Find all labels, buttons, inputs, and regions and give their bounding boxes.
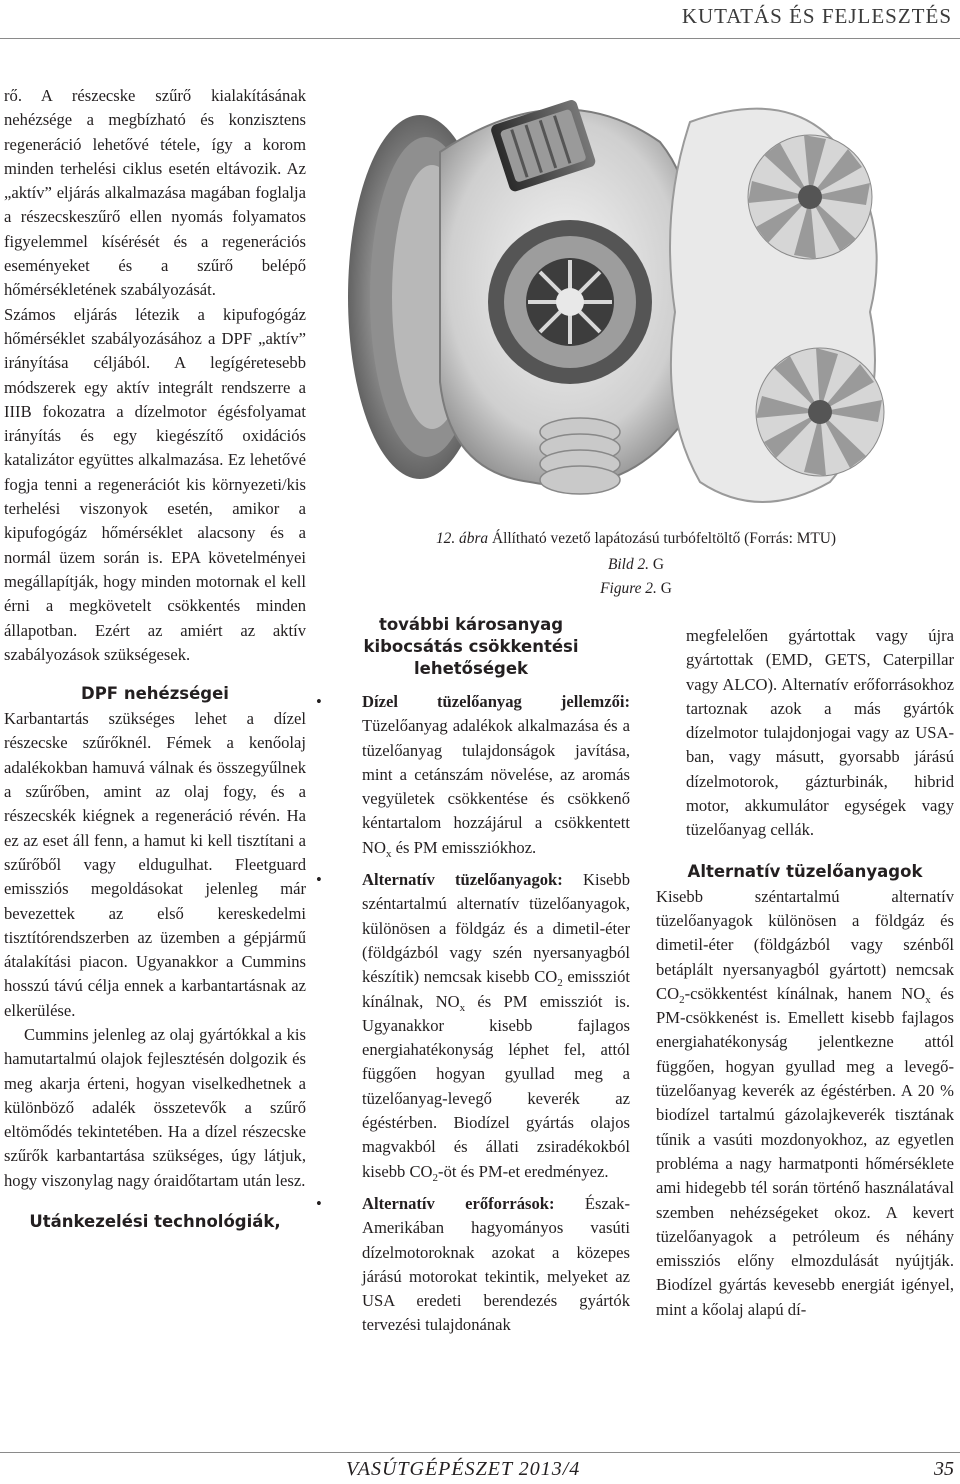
bullet-list (312, 690, 630, 1338)
paragraph: Karbantartás szükséges lehet a dízel részecske szűrőknél. Fémek a kenőolaj adalékokban hamuvá válnak és összegyűlnek a szűrőben, amint az olaj fogy, és a részecskék kiégnek a regeneráció révén. Ha ez az eset áll fenn, a hamut ki kell tisztítani a szűrőből vagy eldugulhat. Fleetguard emissziós megoldásokat jelenleg már bevezettek az első kereskedelmi tisztítórendszerben az üzemben a gépjármű átalakítási piacon. Ugyanakkor a Cummins hosszú távú célja ennek a karbantartásnak az elkerülése. (4, 709, 306, 1020)
bullet-text: és PM emissziókhoz. (395, 837, 537, 857)
bullet-text: Tüzelőanyag adalékok alkalmazása és a tüzelőanyag tulajdonságok javítása, mint a cetánszám növelése, az aromás vegyületek csökkentése és csökkenő kéntartalom hozzájárul a csökkentett (362, 716, 630, 833)
caption-figure-letter: G (660, 580, 672, 597)
header-divider (0, 38, 960, 39)
formula-sub: 2 (679, 993, 685, 1006)
paragraph: rő. A részecske szűrő kialakításának nehézsége a megbízható és konzisztens regeneráció lehetővé tétele, így a korom minden terhelési ciklus esetén eltávozik. Az „aktív” eljárás alkalmazása magában foglalja a részecskeszűrő ellen nyomás folyamatos figyelemmel kísérését és a regenerációs eseményeket és a szűrő belépő hőmérsékletének szabályozását. (4, 86, 306, 300)
formula-co2: CO (534, 967, 558, 987)
page-number: 35 (934, 1458, 954, 1480)
middle-column (312, 614, 630, 1340)
formula-nox: NO (362, 837, 386, 857)
list-item (312, 1192, 630, 1338)
paragraph: Számos eljárás létezik a kipufogógáz hőmérséklet szabályozásához a DPF „aktív” irányítása céljából. A legígéretesebb módszerek egy aktív integrált rendszerre a IIIB fokozatra a dízelmotor égésfolyamat irányítás és egy kiegészítő oxidációs katalizátor együttes alkalmazása. Ez lehetővé fogja tenni a regenerációt kis környezeti/kis terhelési viszonyok esetén, amikor a kipufogógáz hőmérséklet alacsony és a normál üzem során is. EPA követelményei megállapítják, hogy minden motornak el kell érni a megkövetelt csökkentés minden állapotban. Ezért az amiért az aktív szabályozások szükségesek. (4, 304, 306, 664)
formula-sub: x (925, 993, 931, 1006)
bullet-lead: Alternatív erőforrások: (362, 1193, 555, 1213)
bullet-text: Kisebb széntartalmú alternatív tüzelőanyagok, különösen a földgáz és a dimetil-éter (földgázból vagy szén nyersanyagból készítik) nemcsak kisebb (362, 870, 630, 987)
footer-divider (0, 1452, 960, 1453)
bullet-text: emissziót kínálnak, (362, 967, 630, 1011)
paragraph-text: -csökkentést kínálnak, hanem (684, 983, 892, 1003)
formula-sub: 2 (432, 1171, 439, 1184)
caption-number: 12. (435, 530, 456, 547)
figure-caption (312, 528, 960, 550)
caption-bild: Bild 2. (607, 556, 650, 573)
section-heading-alt-fuels: Alternatív tüzelőanyagok (687, 861, 923, 881)
caption-text: Állítható vezető lapátozású turbófeltöltő (Forrás: MTU) (491, 530, 837, 547)
bullet-icon: • (316, 692, 322, 711)
journal-name: VASÚTGÉPÉSZET 2013/4 (346, 1458, 581, 1480)
bullet-lead: Alternatív tüzelőanyagok: (362, 870, 563, 890)
figure-caption-de (312, 554, 960, 576)
bullet-icon: • (316, 870, 322, 890)
formula-nox: NO (901, 983, 926, 1003)
bullet-icon: • (316, 1193, 322, 1213)
formula-co2: CO (656, 983, 680, 1003)
paragraph-text: és PM-csökkenést is. Emellett kisebb fajlagos energiahatékonyság jelentkezne attól függően, hogyan gyullad meg a levegő-tüzelőanyag keverék az égéstérben. A 20 % biodízel tartalmú gázolajkeverék tisztának tűnik a vasúti mozdonyokhoz, az egyetlen probléma a nagy harmatponti hőmérséklete ami hidegebb tél során történő használatával szemben nehézségeket okoz. A kevert tüzelőanyagok a petróleum és néhány emissziós előny elmozdulását nyújtják. Biodízel gyártás kevesebb energiát igényel, mint a kőolaj alapú dí- (656, 983, 954, 1319)
formula-nox: NO (435, 991, 460, 1011)
list-item (312, 690, 630, 860)
paragraph (656, 885, 954, 1322)
turbocharger-image (330, 82, 958, 520)
figure-caption-en (312, 578, 960, 600)
section-heading-dpf: DPF nehézségei (81, 684, 229, 704)
section-heading-aftertreatment: Utánkezelési technológiák, (29, 1212, 281, 1232)
caption-bild-letter: G (652, 556, 665, 573)
bullet-text: és PM emissziót is. Ugyanakkor kisebb fajlagos energiahatékonyság léphet fel, attól függően hogyan gyullad meg a tüzelőanyag-levegő keverék az égéstérben. Biodízel gyártás olajos magvakból és állati zsiradékokból kisebb (362, 991, 630, 1181)
section-header: KUTATÁS ÉS FEJLESZTÉS (681, 4, 952, 28)
right-column (656, 624, 954, 1322)
paragraph: Cummins jelenleg az olaj gyártókkal a kis hamutartalmú olajok fejlesztésén dolgozik és meg akarja érteni, hogyan viselkedhetnek a különböző adalék összetevők a szűrő eltömődés tekintetében. Ha a dízel részecske szűrők karbantartása szükséges, úgy látjuk, hogy viszonylag nagy óraidőtartam után lesz. (4, 1024, 306, 1190)
paragraph-text: Kisebb széntartalmú alternatív tüzelőanyagok különösen a földgáz és dimetil-éter (földgázból vagy szénből betáplált nyersanyagból gyártott) nemcsak (656, 886, 954, 979)
section-heading-emission: további károsanyag kibocsátás csökkentési lehetőségek (363, 615, 579, 678)
caption-word: ábra (459, 530, 489, 547)
caption-figure: Figure 2. (600, 580, 657, 597)
paragraph: megfelelően gyártottak vagy újra gyártottak (EMD, GETS, Caterpillar vagy ALCO). Alternatív erőforrásokhoz tartoznak azok a más gyártók dízelmotor tulajdonjogai vagy az USA-ban, vagy másutt, gyorsabb járású dízelmotorok, gázturbinák, hibrid motor, akkumulátor egységek vagy tüzelőanyag cellák. (686, 626, 954, 840)
formula-sub: x (459, 1001, 466, 1014)
bullet-text: -öt és PM-et eredményez. (438, 1161, 609, 1181)
bullet-text: Észak-Amerikában hagyományos vasúti dízelmotoroknak azokat a közepes járású motorokat tekintik, melyeket az USA eredeti berendezés gyártók tervezési tulajdonának (362, 1193, 630, 1335)
bullet-lead: Dízel tüzelőanyag jellemzői: (362, 692, 630, 711)
formula-sub: x (385, 847, 392, 860)
formula-sub: 2 (557, 977, 563, 990)
left-column (4, 84, 306, 1233)
turbocharger-illustration (330, 82, 958, 520)
formula-co2: CO (409, 1161, 433, 1181)
list-item (312, 868, 630, 1184)
